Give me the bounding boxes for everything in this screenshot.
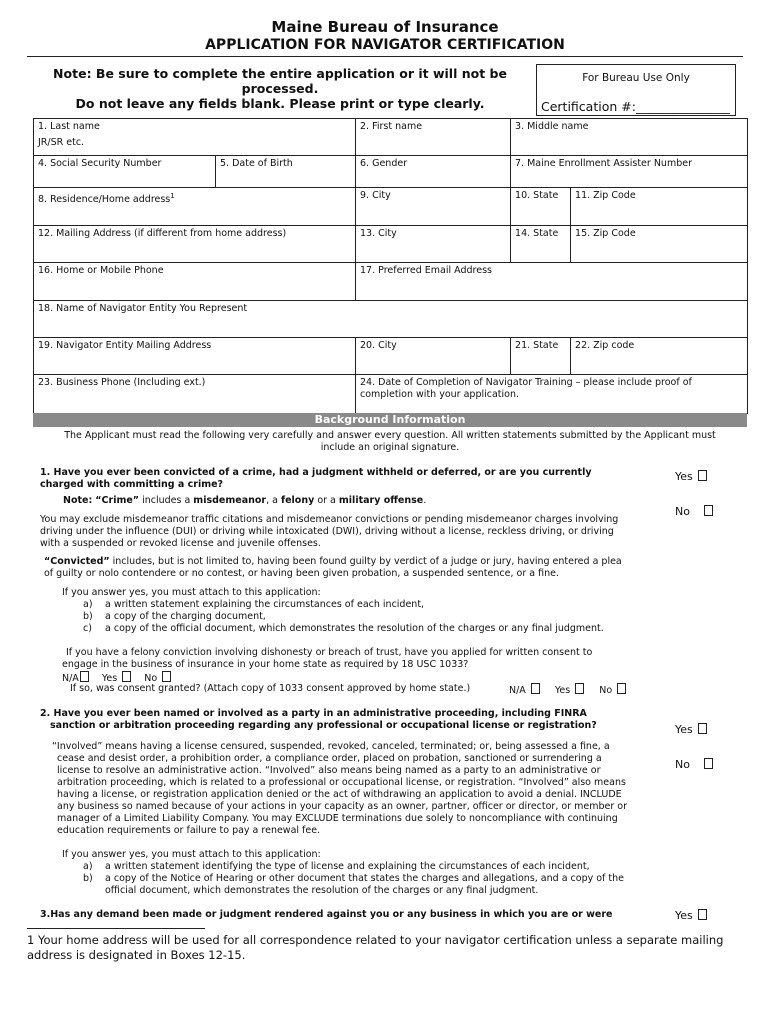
footnote-line-2: address is designated in Boxes 12-15. <box>27 948 246 962</box>
email-field[interactable]: 17. Preferred Email Address <box>356 263 748 301</box>
title-rule <box>27 56 743 57</box>
home-address-field[interactable]: 8. Residence/Home address$^1$ <box>34 188 356 226</box>
gender-field[interactable]: 6. Gender <box>356 156 511 188</box>
q1-no-option[interactable]: No <box>675 505 713 518</box>
mailing-zip-field[interactable]: 15. Zip Code <box>571 226 748 263</box>
q1-attach-c: c) a copy of the official document, which demonstrates the resolution of the charges or any final judgment. <box>83 623 604 634</box>
navigator-entity-field[interactable]: 18. Name of Navigator Entity You Represent <box>34 301 748 338</box>
q2-yes-option[interactable]: Yes <box>675 723 707 736</box>
q2-involved-7: manager of a Limited Liability Company. You may EXCLUDE terminations due solely to noncompliance with continuing <box>57 813 618 824</box>
q1-attach-intro: If you answer yes, you must attach to this application: <box>62 587 321 598</box>
q2-attach-b: b) a copy of the Notice of Hearing or other document that states the charges and allegations, and a copy of the <box>83 873 625 884</box>
note-line-3: Do not leave any fields blank. Please print or type clearly. <box>75 96 485 111</box>
ssn-field[interactable]: 4. Social Security Number <box>34 156 216 188</box>
checkbox-icon[interactable] <box>698 723 707 734</box>
mailing-state-field[interactable]: 14. State <box>511 226 571 263</box>
checkbox-icon[interactable] <box>698 470 707 481</box>
q1-convicted-2: of guilty or nolo contendere or no contest, or having been given probation, a suspended sentence, or a fine. <box>44 568 559 579</box>
first-name-field[interactable]: 2. First name <box>356 119 511 156</box>
applicant-info-grid <box>33 118 748 414</box>
assister-number-field[interactable]: 7. Maine Enrollment Assister Number <box>511 156 748 188</box>
q2-involved-1: “Involved” means having a license censured, suspended, revoked, canceled, terminated; or, being assessed a fine, a <box>52 741 610 752</box>
q2-attach-b-cont: official document, which demonstrates the resolution of the charges or any final judgment. <box>105 885 539 896</box>
phone-field[interactable]: 16. Home or Mobile Phone <box>34 263 356 301</box>
q2-attach-intro: If you answer yes, you must attach to this application: <box>62 849 321 860</box>
background-intro-2: include an original signature. <box>320 442 460 453</box>
note-line-1: Note: Be sure to complete the entire application or it will not be <box>53 66 507 81</box>
q3-yes-option[interactable]: Yes <box>675 909 707 922</box>
q1-crime-note: Note: “Crime” includes a misdemeanor, a felony or a military offense. <box>63 495 427 506</box>
q2-no-option[interactable]: No <box>675 758 713 771</box>
agency-name: Maine Bureau of Insurance <box>271 18 499 36</box>
q2-involved-4: arbitration proceeding, which is related to a professional or occupational license, or registration. “Involved” also means <box>57 777 626 788</box>
q3-line-1: 3.Has any demand been made or judgment rendered against you or any business in which you are or were <box>40 909 613 920</box>
q2-involved-5: having a license, or registration application denied or the act of withdrawing an application to avoid a denial. INCLUDE <box>57 789 622 800</box>
q1-felony-1: If you have a felony conviction involving dishonesty or breach of trust, have you applied for written consent to <box>66 647 593 658</box>
checkbox-icon[interactable] <box>162 671 171 682</box>
background-intro-1: The Applicant must read the following very carefully and answer every question. All written statements submitted by the Applicant must <box>64 430 716 441</box>
q1-consent-options: N/A Yes No <box>509 683 626 697</box>
entity-mailing-address-field[interactable]: 19. Navigator Entity Mailing Address <box>34 338 356 375</box>
q2-involved-2: cease and desist order, a prohibition order, a compliance order, placed on probation, sanctioned or surrendering a <box>57 753 602 764</box>
entity-state-field[interactable]: 21. State <box>511 338 571 375</box>
city-field[interactable]: 9. City <box>356 188 511 226</box>
certification-number-field[interactable]: Certification #:_______________ <box>541 99 730 114</box>
q2-line-1: 2. Have you ever been named or involved as a party in an administrative proceeding, including FINRA <box>40 708 587 719</box>
q1-felony-options: N/A Yes No <box>62 671 171 685</box>
checkbox-icon[interactable] <box>698 909 707 920</box>
q1-felony-2: engage in the business of insurance in your home state as required by 18 USC 1033? <box>62 659 469 670</box>
last-name-field[interactable]: 1. Last name JR/SR etc. <box>34 119 356 156</box>
checkbox-icon[interactable] <box>122 671 131 682</box>
q2-involved-3: license to resolve an administrative action. “Involved” also means being named as a party to an administrative or <box>57 765 601 776</box>
state-field[interactable]: 10. State <box>511 188 571 226</box>
checkbox-icon[interactable] <box>704 758 713 769</box>
checkbox-icon[interactable] <box>704 505 713 516</box>
middle-name-field[interactable]: 3. Middle name <box>511 119 748 156</box>
background-section-header: Background Information <box>33 413 747 427</box>
checkbox-icon[interactable] <box>617 683 626 694</box>
business-phone-field[interactable]: 23. Business Phone (Including ext.) <box>34 375 356 414</box>
q1-line-2: charged with committing a crime? <box>40 479 224 490</box>
mailing-city-field[interactable]: 13. City <box>356 226 511 263</box>
checkbox-icon[interactable] <box>575 683 584 694</box>
q1-exclude-3: with a suspended or revoked license and juvenile offenses. <box>40 538 321 549</box>
footnote-rule <box>27 928 205 929</box>
checkbox-icon[interactable] <box>531 683 540 694</box>
q1-yes-option[interactable]: Yes <box>675 470 707 483</box>
training-date-field[interactable]: 24. Date of Completion of Navigator Training – please include proof of completion with your application. <box>356 375 748 414</box>
mailing-address-field[interactable]: 12. Mailing Address (if different from home address) <box>34 226 356 263</box>
q2-involved-8: education requirements or failure to pay a renewal fee. <box>57 825 321 836</box>
q2-attach-a: a) a written statement identifying the type of license and explaining the circumstances of each incident, <box>83 861 590 872</box>
q2-line-2: sanction or arbitration proceeding regarding any professional or occupational license or registration? <box>50 720 597 731</box>
bureau-use-box <box>536 64 736 116</box>
q1-convicted-1: “Convicted” includes, but is not limited to, having been found guilty by verdict of a judge or jury, having entered a plea <box>44 556 622 567</box>
q1-exclude-2: driving under the influence (DUI) or driving while intoxicated (DWI), driving without a license, reckless driving, or driving <box>40 526 614 537</box>
q1-consent: If so, was consent granted? (Attach copy of 1033 consent approved by home state.) <box>70 683 471 694</box>
q1-attach-a: a) a written statement explaining the circumstances of each incident, <box>83 599 425 610</box>
zip-code-field[interactable]: 11. Zip Code <box>571 188 748 226</box>
entity-city-field[interactable]: 20. City <box>356 338 511 375</box>
dob-field[interactable]: 5. Date of Birth <box>216 156 356 188</box>
entity-zip-field[interactable]: 22. Zip code <box>571 338 748 375</box>
bureau-use-label: For Bureau Use Only <box>582 72 690 84</box>
q1-line-1: 1. Have you ever been convicted of a crime, had a judgment withheld or deferred, or are you currently <box>40 467 592 478</box>
footnote-line-1: 1 Your home address will be used for all correspondence related to your navigator certification unless a separate mailing <box>27 933 724 947</box>
q2-involved-6: any business so named because of your actions in your capacity as an owner, partner, officer or director, or member or <box>57 801 627 812</box>
note-line-2: processed. <box>241 81 319 96</box>
form-title: APPLICATION FOR NAVIGATOR CERTIFICATION <box>205 37 565 53</box>
q1-attach-b: b) a copy of the charging document, <box>83 611 266 622</box>
checkbox-icon[interactable] <box>80 671 89 682</box>
q1-exclude-1: You may exclude misdemeanor traffic citations and misdemeanor convictions or pending misdemeanor charges involving <box>40 514 619 525</box>
